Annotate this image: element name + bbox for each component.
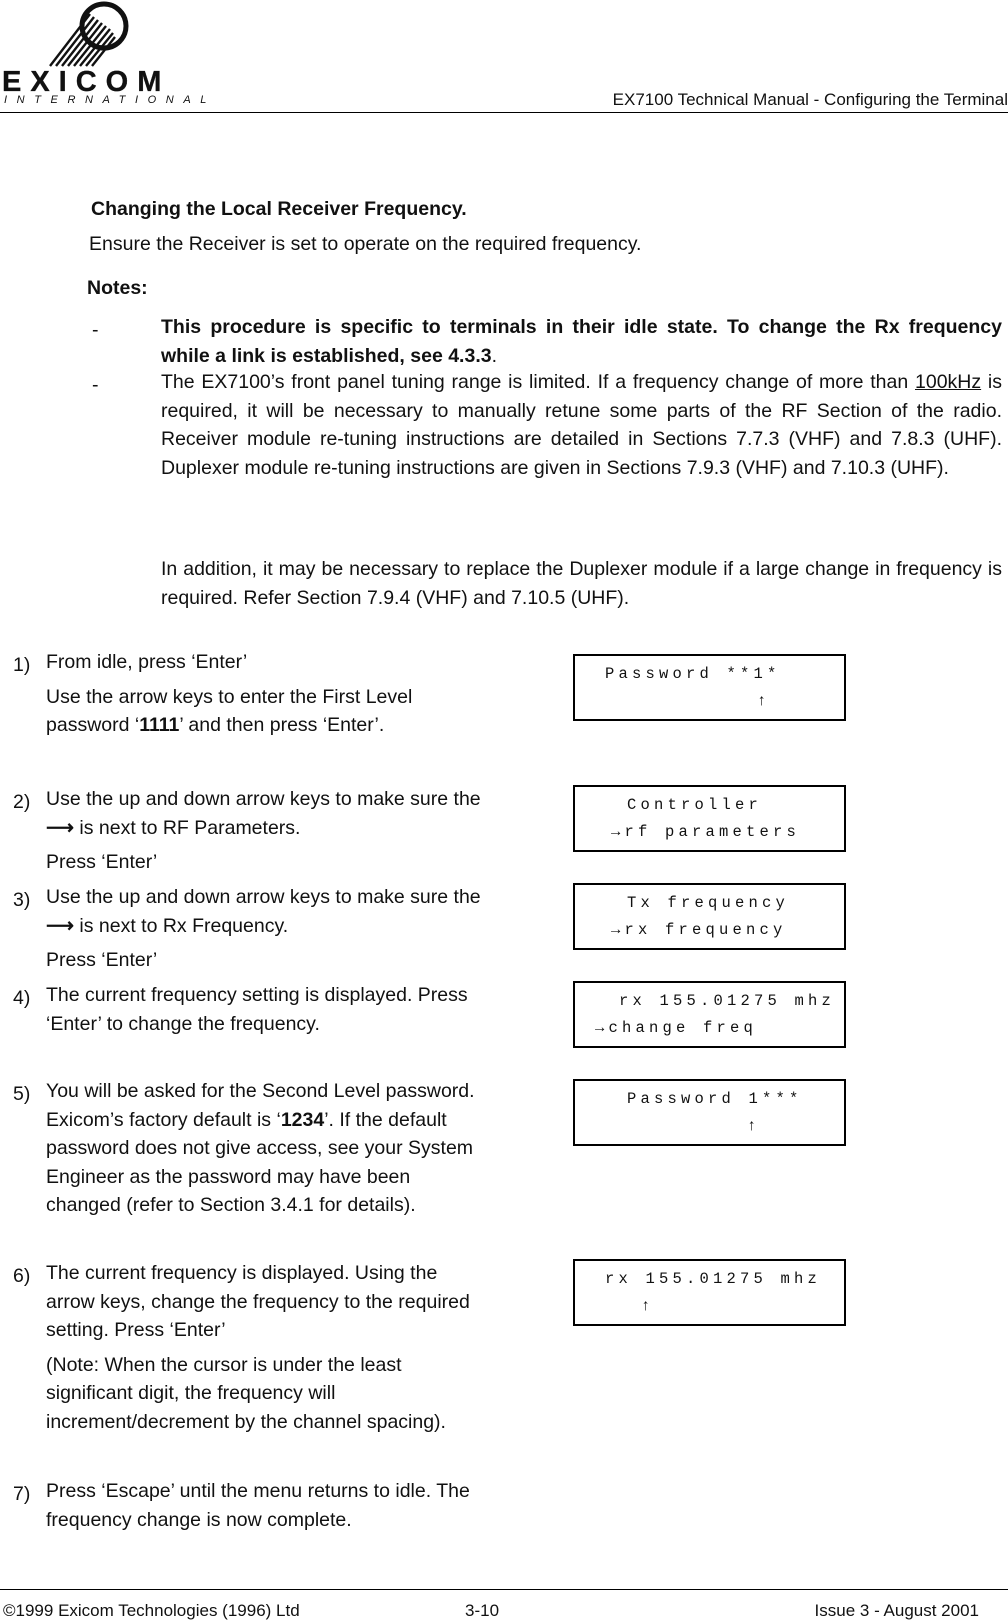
arrow-right-icon: ⟶ (46, 914, 74, 937)
step-4: The current frequency setting is displayed. Press ‘Enter’ to change the frequency. (46, 984, 468, 1035)
logo-subtitle: INTERNATIONAL (4, 94, 216, 106)
section-intro: Ensure the Receiver is set to operate on the required frequency. (89, 233, 642, 255)
cursor-up-icon: ↑ (641, 1297, 655, 1315)
lcd-line-2: →rx frequency (611, 921, 787, 939)
section-title: Changing the Local Receiver Frequency. (91, 198, 467, 220)
step-number: 6) (13, 1265, 31, 1287)
lcd-line-2: →change freq (595, 1019, 758, 1037)
note-duplexer: In addition, it may be necessary to replace the Duplexer module if a large change in frequency is required. Refer Section 7.9.4 (VHF) and 7.10.5 (UHF). (161, 558, 1002, 609)
cursor-up-icon: ↑ (747, 1117, 761, 1135)
step-3: Use the up and down arrow keys to make sure the ⟶ is next to Rx Frequency. Press ‘Enter’ (46, 886, 481, 972)
lcd-line-1: Tx frequency (627, 894, 790, 912)
lcd-line-2: →rf parameters (611, 823, 801, 841)
step-5: You will be asked for the Second Level password. Exicom’s factory default is ‘1234’. If the default password does not give access, see your System Engineer as the password may have been changed (refer to Section 3.4.1 for details). (46, 1080, 475, 1217)
step-1: From idle, press ‘Enter’ Use the arrow keys to enter the First Level password ‘1111’ and then press ‘Enter’. (46, 651, 413, 737)
lcd-display-password-second (573, 1079, 846, 1146)
frequency-limit: 100kHz (915, 371, 982, 393)
note-tuning-range: The EX7100’s front panel tuning range is limited. If a frequency change of more than 100kHz is required, it will be necessary to manually retune some parts of the RF Section of the radio. Receiver module re-tuning instructions are detailed in Sections 7.7.3 (VHF) and 7.8.3 (UHF). Duplexer module re-tuning instructions are given in Sections 7.9.3 (VHF) and 7.10.3 (UHF). (161, 371, 1002, 479)
note-bullet: - (92, 374, 99, 396)
lcd-line-1: Password **1* (605, 665, 781, 683)
lcd-display-tx-frequency (573, 883, 846, 950)
step-7: Press ‘Escape’ until the menu returns to idle. The frequency change is now complete. (46, 1480, 470, 1531)
step-number: 2) (13, 791, 31, 813)
logo-wordmark: EXICOM (2, 66, 171, 98)
step-number: 5) (13, 1083, 31, 1105)
lcd-display-controller (573, 785, 846, 852)
exicom-logo (0, 0, 216, 112)
note-bullet: - (92, 319, 99, 341)
lcd-display-rx-change (573, 981, 846, 1048)
lcd-display-rx-edit (573, 1259, 846, 1326)
cursor-up-icon: ↑ (757, 692, 771, 710)
step-6: The current frequency is displayed. Using the arrow keys, change the frequency to the required setting. Press ‘Enter’ (Note: When the cursor is under the least significant digit, the frequency will increment/decrement by the channel spacing). (46, 1262, 470, 1433)
logo-globe-icon (46, 0, 138, 68)
lcd-display-password-first (573, 654, 846, 721)
lcd-line-1: Controller (627, 796, 763, 814)
step-number: 4) (13, 987, 31, 1009)
lcd-line-1: rx 155.01275 mhz (619, 992, 836, 1010)
footer-copyright: ©1999 Exicom Technologies (1996) Ltd (3, 1601, 300, 1620)
step-2: Use the up and down arrow keys to make sure the ⟶ is next to RF Parameters. Press ‘Enter’ (46, 788, 481, 874)
step-number: 7) (13, 1483, 31, 1505)
header-divider (0, 112, 1008, 113)
step-number: 1) (13, 654, 31, 676)
arrow-right-icon: ⟶ (46, 816, 74, 839)
lcd-line-1: rx 155.01275 mhz (605, 1270, 822, 1288)
running-header-title: EX7100 Technical Manual - Configuring the Terminal (612, 90, 1008, 109)
notes-label: Notes: (87, 277, 148, 299)
note-idle-state: This procedure is specific to terminals in their idle state. To change the Rx frequency while a link is established, see 4.3.3. (161, 316, 1002, 367)
lcd-line-1: Password 1*** (627, 1090, 803, 1108)
step-number: 3) (13, 889, 31, 911)
footer-divider (0, 1589, 1008, 1590)
footer-page-number: 3-10 (465, 1601, 500, 1620)
footer-issue: Issue 3 - August 2001 (814, 1601, 979, 1620)
